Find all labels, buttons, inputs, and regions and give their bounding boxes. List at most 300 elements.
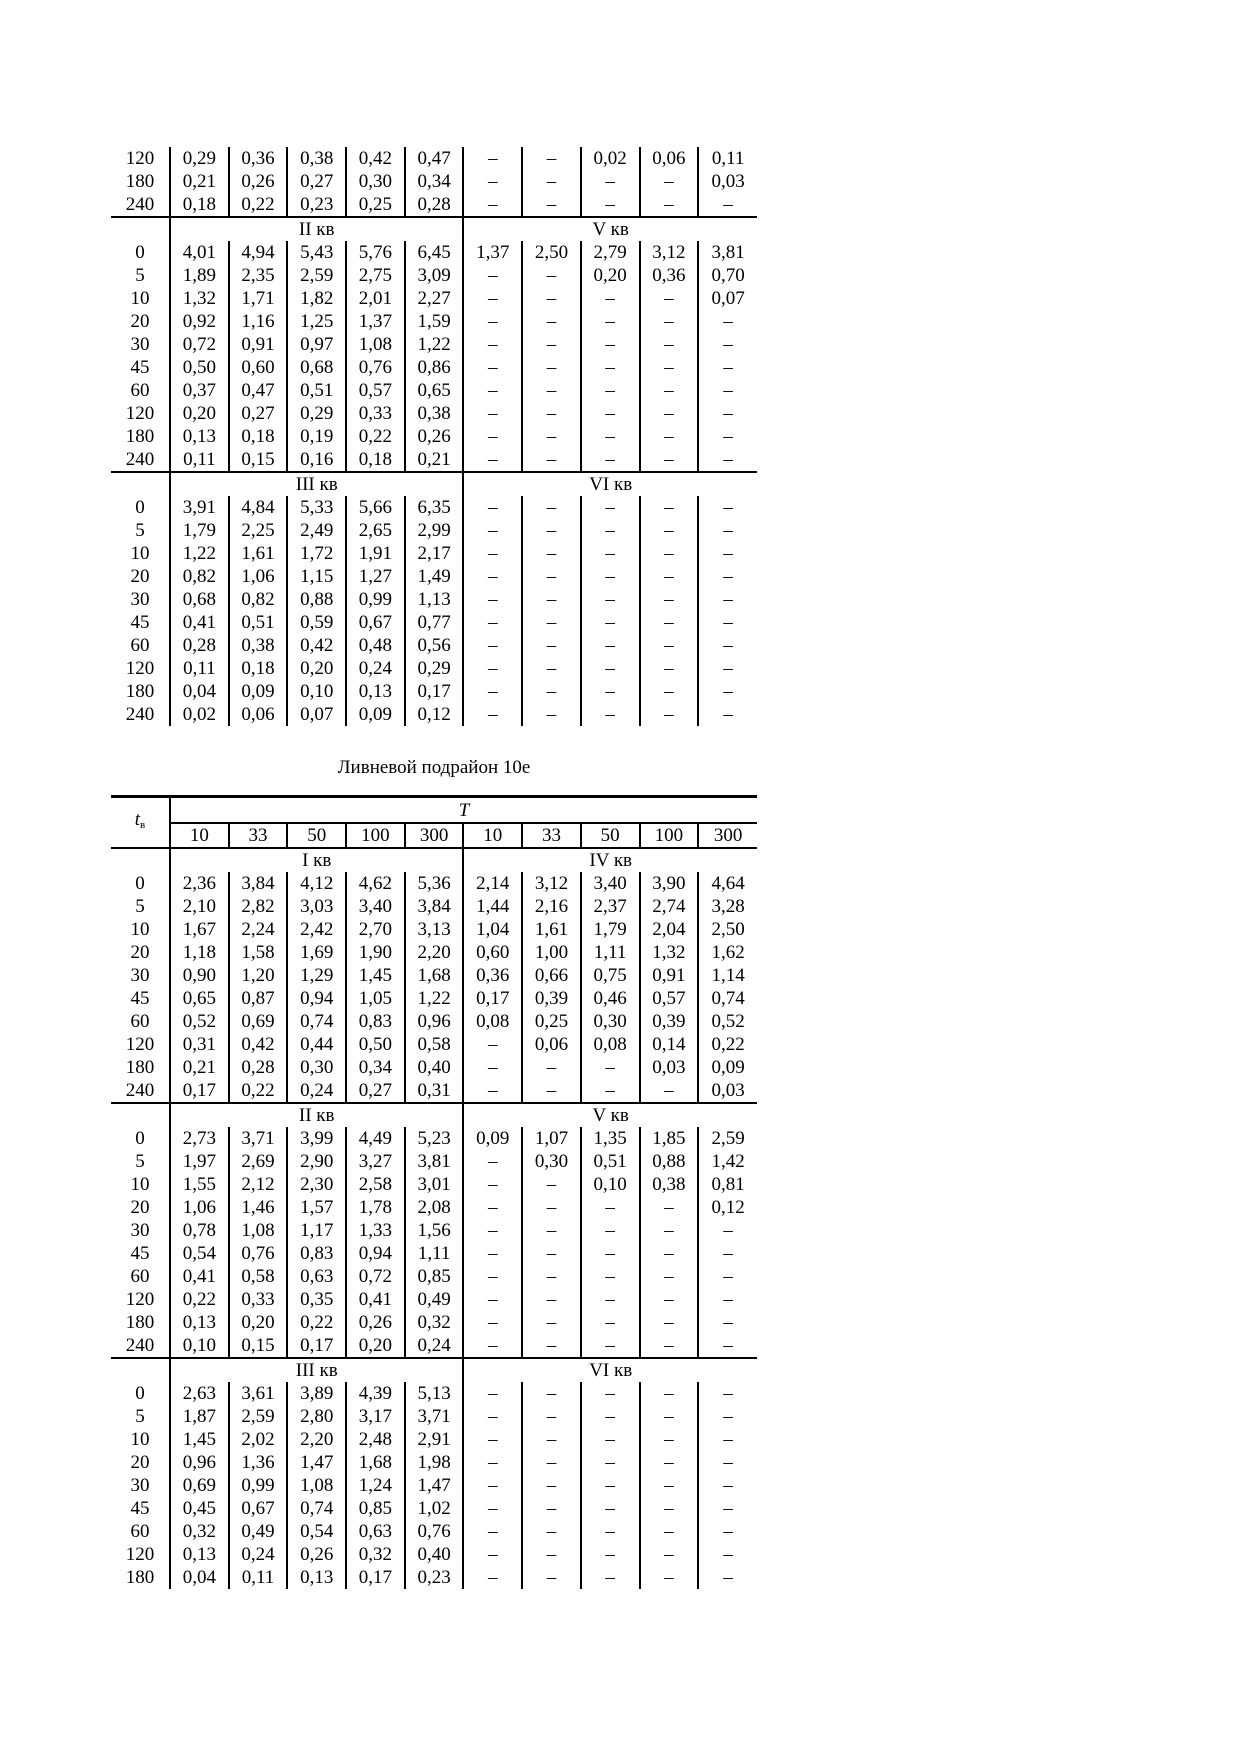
intensity-cell: – bbox=[463, 1288, 522, 1311]
intensity-cell: 1,68 bbox=[346, 1451, 405, 1474]
intensity-cell: 2,59 bbox=[711, 1128, 745, 1149]
intensity-cell: 5,36 bbox=[405, 872, 464, 895]
intensity-cell: 0,03 bbox=[711, 171, 745, 192]
intensity-cell: 2,14 bbox=[463, 872, 522, 895]
intensity-cell: 0,20 bbox=[346, 1334, 405, 1358]
intensity-cell: – bbox=[522, 1265, 581, 1288]
intensity-cell: – bbox=[723, 704, 733, 725]
intensity-cell: – bbox=[463, 1150, 522, 1173]
intensity-cell: 1,32 bbox=[170, 287, 229, 310]
table-row bbox=[111, 356, 757, 379]
intensity-cell: 0,31 bbox=[405, 1079, 464, 1103]
intensity-cell: – bbox=[463, 193, 522, 217]
intensity-cell: 2,24 bbox=[229, 918, 288, 941]
intensity-cell: – bbox=[463, 356, 522, 379]
intensity-cell: – bbox=[581, 356, 640, 379]
intensity-cell: 0,04 bbox=[170, 1566, 229, 1589]
intensity-cell: – bbox=[581, 1079, 640, 1103]
intensity-cell: 1,79 bbox=[581, 918, 640, 941]
intensity-cell: 0,60 bbox=[229, 356, 288, 379]
duration-cell: 0 bbox=[111, 241, 170, 264]
intensity-cell: 0,91 bbox=[640, 964, 699, 987]
table-row bbox=[111, 872, 757, 895]
intensity-cell: 0,26 bbox=[346, 1311, 405, 1334]
intensity-cell: 0,66 bbox=[522, 964, 581, 987]
table-row bbox=[111, 1520, 757, 1543]
intensity-cell: 0,09 bbox=[229, 680, 288, 703]
intensity-cell: 0,88 bbox=[640, 1150, 699, 1173]
intensity-cell: 0,88 bbox=[287, 588, 346, 611]
intensity-cell: 0,27 bbox=[346, 1079, 405, 1103]
duration-cell: 5 bbox=[111, 1405, 170, 1428]
intensity-cell: 5,43 bbox=[287, 241, 346, 264]
table-row bbox=[111, 1428, 757, 1451]
intensity-cell: – bbox=[723, 497, 733, 518]
intensity-cell: 4,39 bbox=[346, 1382, 405, 1405]
intensity-cell: – bbox=[581, 1056, 640, 1079]
table-row bbox=[111, 1127, 757, 1150]
intensity-cell: 0,11 bbox=[229, 1566, 288, 1589]
intensity-cell: 0,42 bbox=[287, 634, 346, 657]
intensity-cell: 0,56 bbox=[405, 634, 464, 657]
intensity-cell: 0,02 bbox=[581, 147, 640, 170]
intensity-cell: 1,07 bbox=[522, 1127, 581, 1150]
duration-cell: 5 bbox=[111, 895, 170, 918]
duration-cell: 10 bbox=[111, 918, 170, 941]
quarter-label-left: III кв bbox=[170, 1358, 463, 1382]
intensity-cell: – bbox=[581, 1242, 640, 1265]
intensity-cell: 3,13 bbox=[405, 918, 464, 941]
intensity-cell: – bbox=[640, 1382, 699, 1405]
intensity-cell: 0,20 bbox=[170, 402, 229, 425]
intensity-cell: – bbox=[581, 1566, 640, 1589]
duration-cell: 30 bbox=[111, 1474, 170, 1497]
intensity-cell: – bbox=[522, 588, 581, 611]
intensity-cell: 3,90 bbox=[640, 872, 699, 895]
intensity-cell: – bbox=[522, 170, 581, 193]
intensity-cell: 1,37 bbox=[463, 241, 522, 264]
intensity-cell: 0,69 bbox=[170, 1474, 229, 1497]
intensity-cell: 0,16 bbox=[287, 448, 346, 472]
intensity-cell: 2,27 bbox=[405, 287, 464, 310]
intensity-cell: – bbox=[640, 1405, 699, 1428]
intensity-cell: 1,69 bbox=[287, 941, 346, 964]
intensity-cell: 0,99 bbox=[346, 588, 405, 611]
intensity-cell: 0,76 bbox=[229, 1242, 288, 1265]
intensity-cell: 0,76 bbox=[405, 1520, 464, 1543]
table-row bbox=[111, 1451, 757, 1474]
intensity-cell: 0,59 bbox=[287, 611, 346, 634]
intensity-cell: 0,54 bbox=[287, 1520, 346, 1543]
intensity-cell: – bbox=[581, 542, 640, 565]
intensity-cell: – bbox=[723, 1383, 733, 1404]
intensity-cell: 0,22 bbox=[711, 1034, 745, 1055]
intensity-cell: – bbox=[723, 543, 733, 564]
intensity-cell: – bbox=[723, 589, 733, 610]
intensity-cell: 2,50 bbox=[522, 241, 581, 264]
intensity-cell: – bbox=[463, 1543, 522, 1566]
intensity-cell: 0,37 bbox=[170, 379, 229, 402]
intensity-cell: – bbox=[581, 333, 640, 356]
intensity-cell: 2,02 bbox=[229, 1428, 288, 1451]
table-row bbox=[111, 1566, 757, 1589]
intensity-cell: 1,24 bbox=[346, 1474, 405, 1497]
table-row bbox=[111, 1405, 757, 1428]
quarter-label-right: VI кв bbox=[463, 472, 757, 496]
intensity-cell: 0,29 bbox=[405, 657, 464, 680]
intensity-cell: 0,45 bbox=[170, 1497, 229, 1520]
intensity-cell: 0,33 bbox=[229, 1288, 288, 1311]
intensity-cell: 1,17 bbox=[287, 1219, 346, 1242]
intensity-cell: 0,44 bbox=[287, 1033, 346, 1056]
table-row bbox=[111, 147, 757, 170]
intensity-cell: – bbox=[522, 565, 581, 588]
intensity-cell: 0,10 bbox=[170, 1334, 229, 1358]
intensity-cell: 0,18 bbox=[346, 448, 405, 472]
intensity-cell: 3,17 bbox=[346, 1405, 405, 1428]
intensity-cell: – bbox=[640, 1196, 699, 1219]
intensity-cell: – bbox=[463, 1520, 522, 1543]
intensity-cell: 6,35 bbox=[405, 496, 464, 519]
intensity-cell: 0,52 bbox=[711, 1011, 745, 1032]
intensity-cell: – bbox=[522, 1311, 581, 1334]
intensity-cell: 0,94 bbox=[346, 1242, 405, 1265]
intensity-cell: 0,23 bbox=[287, 193, 346, 217]
intensity-cell: – bbox=[463, 1382, 522, 1405]
intensity-cell: – bbox=[723, 449, 733, 470]
intensity-cell: 0,11 bbox=[711, 148, 745, 169]
intensity-cell: 0,24 bbox=[405, 1334, 464, 1358]
intensity-cell: 5,76 bbox=[346, 241, 405, 264]
quarter-label-right: V кв bbox=[463, 217, 757, 241]
intensity-cell: – bbox=[723, 658, 733, 679]
intensity-cell: – bbox=[522, 1219, 581, 1242]
duration-cell: 120 bbox=[111, 402, 170, 425]
intensity-cell: 2,37 bbox=[581, 895, 640, 918]
intensity-cell: 0,29 bbox=[287, 402, 346, 425]
duration-column-header bbox=[111, 797, 170, 849]
intensity-cell: – bbox=[640, 170, 699, 193]
intensity-cell: – bbox=[581, 1520, 640, 1543]
intensity-cell: 0,50 bbox=[346, 1033, 405, 1056]
intensity-cell: – bbox=[640, 1520, 699, 1543]
intensity-cell: 0,34 bbox=[405, 170, 464, 193]
intensity-cell: – bbox=[463, 1497, 522, 1520]
intensity-cell: 0,10 bbox=[287, 680, 346, 703]
intensity-cell: 3,40 bbox=[346, 895, 405, 918]
intensity-cell: – bbox=[581, 1451, 640, 1474]
intensity-cell: – bbox=[640, 611, 699, 634]
intensity-cell: 0,17 bbox=[405, 680, 464, 703]
intensity-cell: 0,09 bbox=[346, 703, 405, 726]
intensity-cell: 2,70 bbox=[346, 918, 405, 941]
intensity-cell: 0,30 bbox=[346, 170, 405, 193]
intensity-cell: – bbox=[640, 402, 699, 425]
intensity-cell: 4,64 bbox=[711, 873, 745, 894]
intensity-cell: 1,06 bbox=[170, 1196, 229, 1219]
intensity-cell: 0,90 bbox=[170, 964, 229, 987]
intensity-cell: 2,20 bbox=[287, 1428, 346, 1451]
intensity-cell: 1,47 bbox=[405, 1474, 464, 1497]
duration-cell: 180 bbox=[111, 680, 170, 703]
intensity-cell: 1,08 bbox=[229, 1219, 288, 1242]
intensity-cell: 6,45 bbox=[405, 241, 464, 264]
intensity-cell: 3,89 bbox=[287, 1382, 346, 1405]
section-spacer bbox=[111, 1103, 170, 1127]
intensity-cell: 3,81 bbox=[405, 1150, 464, 1173]
intensity-cell: 3,12 bbox=[640, 241, 699, 264]
quarter-section-row bbox=[111, 848, 757, 872]
intensity-cell: – bbox=[581, 1288, 640, 1311]
duration-cell: 0 bbox=[111, 496, 170, 519]
return-period-cell: 300 bbox=[698, 823, 757, 848]
intensity-cell: – bbox=[581, 1497, 640, 1520]
intensity-cell: 2,91 bbox=[405, 1428, 464, 1451]
quarter-section-row bbox=[111, 1103, 757, 1127]
intensity-cell: – bbox=[522, 1474, 581, 1497]
intensity-cell: 0,08 bbox=[463, 1010, 522, 1033]
intensity-cell: – bbox=[463, 170, 522, 193]
intensity-cell: – bbox=[463, 657, 522, 680]
intensity-cell: 0,94 bbox=[287, 987, 346, 1010]
intensity-cell: 1,25 bbox=[287, 310, 346, 333]
intensity-cell: 0,40 bbox=[405, 1543, 464, 1566]
table1-body bbox=[111, 147, 757, 726]
intensity-cell: 2,25 bbox=[229, 519, 288, 542]
intensity-cell: 1,08 bbox=[287, 1474, 346, 1497]
intensity-cell: – bbox=[640, 448, 699, 472]
intensity-cell: 0,13 bbox=[170, 425, 229, 448]
intensity-cell: 1,49 bbox=[405, 565, 464, 588]
intensity-cell: 2,80 bbox=[287, 1405, 346, 1428]
intensity-cell: 0,85 bbox=[405, 1265, 464, 1288]
intensity-cell: – bbox=[522, 519, 581, 542]
intensity-cell: – bbox=[640, 1497, 699, 1520]
intensity-cell: 3,03 bbox=[287, 895, 346, 918]
intensity-cell: 2,48 bbox=[346, 1428, 405, 1451]
table-row bbox=[111, 1242, 757, 1265]
return-period-cell: 100 bbox=[640, 823, 699, 848]
intensity-cell: – bbox=[640, 1265, 699, 1288]
intensity-cell: 0,52 bbox=[170, 1010, 229, 1033]
table-row bbox=[111, 1543, 757, 1566]
intensity-cell: – bbox=[463, 1311, 522, 1334]
intensity-cell: 0,23 bbox=[405, 1566, 464, 1589]
intensity-cell: 0,69 bbox=[229, 1010, 288, 1033]
intensity-cell: 0,46 bbox=[581, 987, 640, 1010]
intensity-cell: 3,84 bbox=[229, 872, 288, 895]
intensity-cell: 0,22 bbox=[346, 425, 405, 448]
intensity-cell: 1,22 bbox=[405, 333, 464, 356]
intensity-cell: – bbox=[723, 357, 733, 378]
intensity-cell: – bbox=[463, 1033, 522, 1056]
intensity-cell: – bbox=[723, 311, 733, 332]
intensity-cell: – bbox=[723, 1266, 733, 1287]
intensity-cell: 1,45 bbox=[346, 964, 405, 987]
intensity-cell: 1,13 bbox=[405, 588, 464, 611]
intensity-cell: 1,90 bbox=[346, 941, 405, 964]
intensity-cell: – bbox=[463, 379, 522, 402]
intensity-cell: 0,19 bbox=[287, 425, 346, 448]
intensity-cell: – bbox=[463, 611, 522, 634]
intensity-cell: 0,75 bbox=[581, 964, 640, 987]
intensity-cell: – bbox=[463, 496, 522, 519]
duration-cell: 20 bbox=[111, 565, 170, 588]
intensity-cell: 0,49 bbox=[229, 1520, 288, 1543]
intensity-cell: 5,33 bbox=[287, 496, 346, 519]
intensity-cell: 1,04 bbox=[463, 918, 522, 941]
table-row bbox=[111, 1219, 757, 1242]
table-row bbox=[111, 310, 757, 333]
table-row bbox=[111, 964, 757, 987]
intensity-cell: 2,73 bbox=[170, 1127, 229, 1150]
intensity-cell: 1,85 bbox=[640, 1127, 699, 1150]
intensity-cell: – bbox=[723, 1498, 733, 1519]
intensity-cell: 0,36 bbox=[640, 264, 699, 287]
intensity-cell: – bbox=[522, 1288, 581, 1311]
intensity-cell: – bbox=[723, 1289, 733, 1310]
intensity-cell: – bbox=[463, 519, 522, 542]
table-row bbox=[111, 657, 757, 680]
section-spacer bbox=[111, 1358, 170, 1382]
return-period-cell: 10 bbox=[463, 823, 522, 848]
intensity-cell: – bbox=[522, 425, 581, 448]
table-row bbox=[111, 703, 757, 726]
intensity-cell: 3,12 bbox=[522, 872, 581, 895]
intensity-cell: 2,49 bbox=[287, 519, 346, 542]
intensity-cell: 0,82 bbox=[170, 565, 229, 588]
intensity-cell: 0,10 bbox=[581, 1173, 640, 1196]
return-period-cell: 50 bbox=[581, 823, 640, 848]
intensity-cell: – bbox=[522, 333, 581, 356]
intensity-cell: – bbox=[522, 1382, 581, 1405]
intensity-cell: – bbox=[581, 448, 640, 472]
intensity-cell: 0,03 bbox=[640, 1056, 699, 1079]
intensity-cell: 0,39 bbox=[522, 987, 581, 1010]
intensity-cell: 0,04 bbox=[170, 680, 229, 703]
intensity-cell: – bbox=[723, 1220, 733, 1241]
intensity-cell: – bbox=[640, 1242, 699, 1265]
intensity-cell: 0,67 bbox=[229, 1497, 288, 1520]
section-spacer bbox=[111, 217, 170, 241]
intensity-cell: 1,59 bbox=[405, 310, 464, 333]
return-period-header: T bbox=[170, 797, 757, 824]
intensity-cell: 0,12 bbox=[405, 703, 464, 726]
intensity-cell: 0,13 bbox=[170, 1543, 229, 1566]
intensity-cell: – bbox=[723, 1452, 733, 1473]
duration-cell: 20 bbox=[111, 1451, 170, 1474]
intensity-cell: 0,18 bbox=[229, 657, 288, 680]
intensity-cell: 1,97 bbox=[170, 1150, 229, 1173]
intensity-cell: 4,01 bbox=[170, 241, 229, 264]
intensity-cell: – bbox=[463, 588, 522, 611]
intensity-cell: 0,65 bbox=[170, 987, 229, 1010]
duration-cell: 180 bbox=[111, 1056, 170, 1079]
intensity-cell: 5,23 bbox=[405, 1127, 464, 1150]
intensity-cell: – bbox=[522, 264, 581, 287]
intensity-cell: 0,70 bbox=[711, 265, 745, 286]
duration-cell: 20 bbox=[111, 941, 170, 964]
intensity-cell: – bbox=[723, 380, 733, 401]
intensity-cell: – bbox=[463, 1265, 522, 1288]
intensity-cell: – bbox=[522, 1079, 581, 1103]
intensity-cell: – bbox=[723, 194, 733, 215]
intensity-cell: 0,09 bbox=[463, 1127, 522, 1150]
intensity-cell: – bbox=[522, 448, 581, 472]
intensity-cell: 0,20 bbox=[581, 264, 640, 287]
intensity-cell: 0,15 bbox=[229, 448, 288, 472]
intensity-cell: 0,38 bbox=[287, 147, 346, 170]
intensity-cell: – bbox=[581, 1265, 640, 1288]
intensity-cell: 3,01 bbox=[405, 1173, 464, 1196]
intensity-cell: 1,00 bbox=[522, 941, 581, 964]
intensity-cell: 1,15 bbox=[287, 565, 346, 588]
intensity-cell: – bbox=[581, 402, 640, 425]
intensity-cell: 0,41 bbox=[170, 611, 229, 634]
intensity-cell: – bbox=[581, 611, 640, 634]
intensity-cell: 1,32 bbox=[640, 941, 699, 964]
intensity-cell: – bbox=[581, 425, 640, 448]
intensity-cell: 3,28 bbox=[711, 896, 745, 917]
duration-cell: 180 bbox=[111, 170, 170, 193]
intensity-cell: – bbox=[463, 1242, 522, 1265]
intensity-cell: 0,41 bbox=[170, 1265, 229, 1288]
table-row bbox=[111, 895, 757, 918]
intensity-cell: – bbox=[463, 703, 522, 726]
intensity-cell: 0,18 bbox=[229, 425, 288, 448]
table-row bbox=[111, 680, 757, 703]
intensity-cell: 0,13 bbox=[346, 680, 405, 703]
intensity-cell: – bbox=[463, 1056, 522, 1079]
intensity-cell: 1,11 bbox=[405, 1242, 464, 1265]
intensity-cell: 0,42 bbox=[346, 147, 405, 170]
duration-cell: 240 bbox=[111, 193, 170, 217]
section-spacer bbox=[111, 472, 170, 496]
intensity-cell: 1,87 bbox=[170, 1405, 229, 1428]
intensity-cell: 1,61 bbox=[229, 542, 288, 565]
intensity-cell: 4,62 bbox=[346, 872, 405, 895]
intensity-cell: 4,12 bbox=[287, 872, 346, 895]
intensity-cell: 1,89 bbox=[170, 264, 229, 287]
intensity-cell: – bbox=[640, 1474, 699, 1497]
table-row bbox=[111, 1173, 757, 1196]
duration-cell: 10 bbox=[111, 542, 170, 565]
intensity-cell: 0,87 bbox=[229, 987, 288, 1010]
intensity-cell: – bbox=[581, 680, 640, 703]
intensity-cell: 0,20 bbox=[229, 1311, 288, 1334]
intensity-cell: 0,36 bbox=[229, 147, 288, 170]
duration-cell: 10 bbox=[111, 1173, 170, 1196]
intensity-cell: – bbox=[522, 1497, 581, 1520]
intensity-cell: – bbox=[522, 1242, 581, 1265]
intensity-cell: 1,79 bbox=[170, 519, 229, 542]
intensity-cell: – bbox=[723, 1567, 733, 1588]
intensity-cell: – bbox=[463, 680, 522, 703]
intensity-cell: 2,17 bbox=[405, 542, 464, 565]
intensity-cell: – bbox=[640, 1288, 699, 1311]
intensity-cell: 3,71 bbox=[229, 1127, 288, 1150]
quarter-label-left: II кв bbox=[170, 217, 463, 241]
intensity-cell: – bbox=[723, 1521, 733, 1542]
intensity-cell: 2,69 bbox=[229, 1150, 288, 1173]
intensity-cell: 0,72 bbox=[346, 1265, 405, 1288]
intensity-cell: 0,31 bbox=[170, 1033, 229, 1056]
duration-cell: 30 bbox=[111, 333, 170, 356]
intensity-cell: – bbox=[640, 496, 699, 519]
intensity-cell: – bbox=[522, 1520, 581, 1543]
intensity-cell: 0,34 bbox=[346, 1056, 405, 1079]
intensity-cell: 5,66 bbox=[346, 496, 405, 519]
